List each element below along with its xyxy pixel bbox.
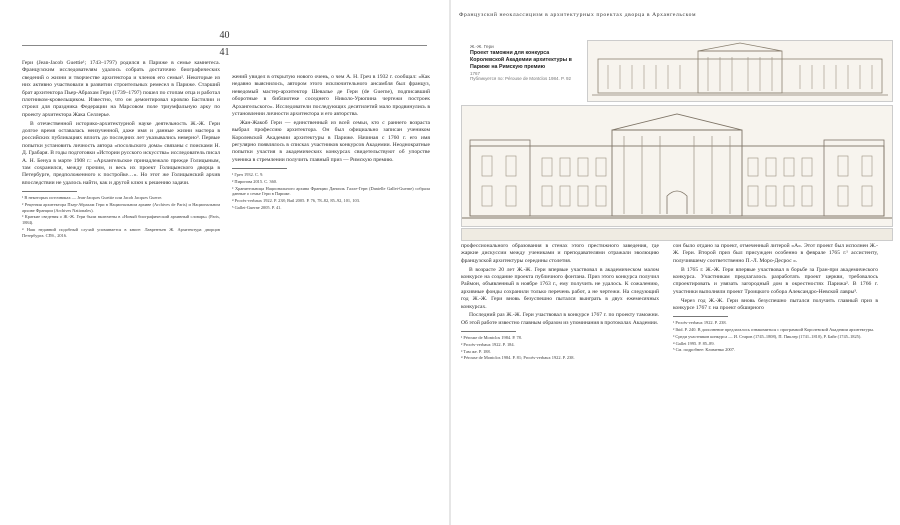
footnote: ³ Там же. P. 188. xyxy=(461,348,491,354)
footnote: ² Рецензия архитектора Пьер-Абрахам Гери в Национальном архиве (Archives de Paris) и Национальном архиве Франции (Archives Nationales). xyxy=(22,202,220,213)
paragraph: Гери (Jean-Jacob Guettie¹; 1743–1797) родился в Париже в семье камнетеса. Французским исследователям удалось собрать достаточно биографических сведений о жизни и творчестве архитектора и членов его семьи². Некоторые из них активно участвовали в развитии строительных ремесел в Париже. Старший брат архитектора Пьер-Абрахам Гери (1739–1797) пошел по стопам отца и работал плотником-кровельщиком. Известно, что он демонтировал кровлю Бастилии и строил для праздника Федерации на Марсовом поле триумфальную арку по проекту архитектора Жака Селлерье. xyxy=(22,60,220,118)
footnote: ² Ibid. P. 240. В дополнение предлагалось ознакомиться с программой Королевской Академии архитектуры. xyxy=(673,327,875,333)
paragraph: Жан-Жакоб Гери — единственный из всей семьи, кто с раннего возраста выбрал профессию архитектора. Он был официально записан учеником Королевской Академии архитектуры в Париже. Начиная с 1760 г. его имя регулярно появлялось в списках участников конкурсов Академии. Неоднократные попытки участия в академических конкурсах свидетельствуют об упорстве ученика в стремлении получить главный приз — Римскую премию. xyxy=(232,119,430,163)
footnote: ⁵ См. подробнее: Клименко 2007. xyxy=(673,347,735,353)
footnotes xyxy=(461,335,659,361)
footnote: ¹ В некоторых источниках — Jean-Jacques Guettie или Jacob Jacques Guerre. xyxy=(22,195,163,201)
right-page-column-1 xyxy=(461,243,659,362)
page-number-bottom: 41 xyxy=(219,47,230,58)
footnote-divider xyxy=(22,191,77,192)
paragraph: В возрасте 20 лет Ж.-Ж. Гери впервые участвовал в академическом малом конкурсе на создание проекта публичного фонтана. Приз этого конкурса получил Раймон, объявленный в ноябре 1763 г., ему получить не удалось. К сожалению, архивные фонды сохранили только перечень работ, а не чертежи. На следующий год Ж.-Ж. Гери вновь безуспешно пытался выиграть в двух ежемесячных конкурсах. xyxy=(461,266,659,310)
paragraph: В 1765 г. Ж.-Ж. Гери впервые участвовал в борьбе за Гран-при академического конкурса. Участникам предлагалось разработать проект церкви, требовалось спроектировать и увязать загородный дом в окрестностях Парижа². В 1766 г. участники выполняли проект Троицкого собора Александро-Невской лавры³. xyxy=(673,266,878,295)
footnote: ⁴ Procès-verbaux 1922. P. 238; Bail 2005. P. 76, 78–82, 85–92, 101, 103. xyxy=(232,198,360,204)
footnote: ¹ Греч 1932. С. 9. xyxy=(232,172,264,178)
paragraph: В отечественной историко-архитектурной науке деятельность Ж.-Ж. Гери долгое время оставалась неизученной, даже имя и данные жизни мастера в российских публикациях вплоть до последних лет указывались неверно³. Первые попытки установить личность автора «посольского дома» связаны с поисками Н. Д. Грабаря. В годы подготовки «Истории русского искусства» исследователь писал А. Н. Бенуа в марте 1908 г.: «Архангельское принадлежало прежде Голицыным, там сохранился, между прочим, и весь их проект Голицынского дворца в Петербурге, предположенного к постройке…». Но этот же Голицынский архив впоследствии не удалось найти, как и другой ключ к решению задачи. xyxy=(22,120,221,186)
left-page-column-1 xyxy=(22,60,220,239)
footnote: ¹ Pérouse de Montclos 1984. P. 78. xyxy=(461,335,522,341)
footnote: ³ Краткие сведения о Ж.-Ж. Гери были включены в «Новый биографический архивный словарь» (Paris, 1884). xyxy=(22,214,220,226)
caption-author: Ж.-Ж. Гери xyxy=(470,44,494,49)
right-page-column-2 xyxy=(673,243,878,354)
footnotes xyxy=(22,195,220,238)
footnote: ¹ Procès-verbaux 1922. P. 238. xyxy=(673,320,727,326)
footnote: ⁵ Gallet-Guerne 2005. P. 41. xyxy=(232,204,282,210)
left-page xyxy=(0,0,449,525)
left-page-column-2 xyxy=(232,74,430,211)
footnote-divider xyxy=(673,316,728,317)
footnote: ³ Хранительница Национального архива Франции Даниэль Галле-Герн (Danielle Gallet-Guerne) собрала данные о семье Гери в Париже. xyxy=(232,185,430,197)
page-number-divider xyxy=(22,45,427,46)
footnotes xyxy=(673,320,878,353)
footnote-divider xyxy=(461,331,516,332)
paragraph: Через год Ж.-Ж. Гери вновь безуспешно пытался получить главный приз в конкурсе 1767 г. на проект обширного xyxy=(673,297,878,312)
footnote: ⁴ Наш недавний подобный случай упоминается в книге: Лаврентьев Ж. Архитектура дворцов Петербурга. СПб., 2016. xyxy=(22,226,220,238)
footnote: ⁴ Gallet 1995. P. 85–89. xyxy=(673,340,715,346)
caption-year: 1767 xyxy=(470,71,481,76)
footnote: ⁴ Pérouse de Montclos 1984. P. 81; Procès-verbaux 1922. P. 238. xyxy=(461,355,575,361)
page-number-top: 40 xyxy=(219,30,230,41)
caption-source: Публикуется по: Pérouse de Montclos 1984. P. 92 xyxy=(470,76,571,81)
footnotes xyxy=(232,172,430,210)
running-head: Французский неоклассицизм в архитектурных проектах дворца в Архангельском xyxy=(459,12,697,18)
right-page xyxy=(451,0,900,525)
footnote: ³ Среди участников конкурса — И. Старов (1745–1808), П. Пиклер (1741–1810), Р. Байе (1745–1825). xyxy=(673,333,862,339)
paragraph: сон было отдано за проект, отмеченный литерой «А». Этот проект был исполнен Ж.-Ж. Гери. Второй приз был присужден особенно в феврале 1765 г.¹ ассистенту, получившему соответственно П.-Л. Моро-Десрос ». xyxy=(673,243,878,264)
paragraph: профессионального образования в стенах этого престижного заведения, где жаркие дискуссии между учениками и преподавателями отражали эволюцию французской архитектуры середины столетия. xyxy=(461,243,659,264)
footnote-divider xyxy=(232,168,287,169)
paragraph: Последний раз Ж.-Ж. Гери участвовал в конкурсе 1767 г. по проекту таможни. Об этой работе известно главным образом из упоминания в протоколах Академии. xyxy=(461,312,659,326)
caption-title: Проект таможни для конкурса Королевской Академии архитектуры в Париже на Римскую премию xyxy=(470,50,572,70)
footnote: ² Пирогова 2015. С. 360. xyxy=(232,178,278,184)
paragraph: жений увидел в открытую нового очень, о чем А. Н. Греч в 1932 г. сообщал: «Как недавно выяснилось, автором этого исключительного ансамбля был француз, неведомый мастер-архитектор Шевалье де Гери (de Guerne), подписавший оборотные в библиотеке соседнего Николо-Урюпина чертежи построек Архангельского». Исследователи последующих десятилетий мало продвинулись в установлении личности архитектора и его авторства. xyxy=(232,74,430,118)
footnote: ² Procès-verbaux 1922. P. 184. xyxy=(461,341,515,347)
